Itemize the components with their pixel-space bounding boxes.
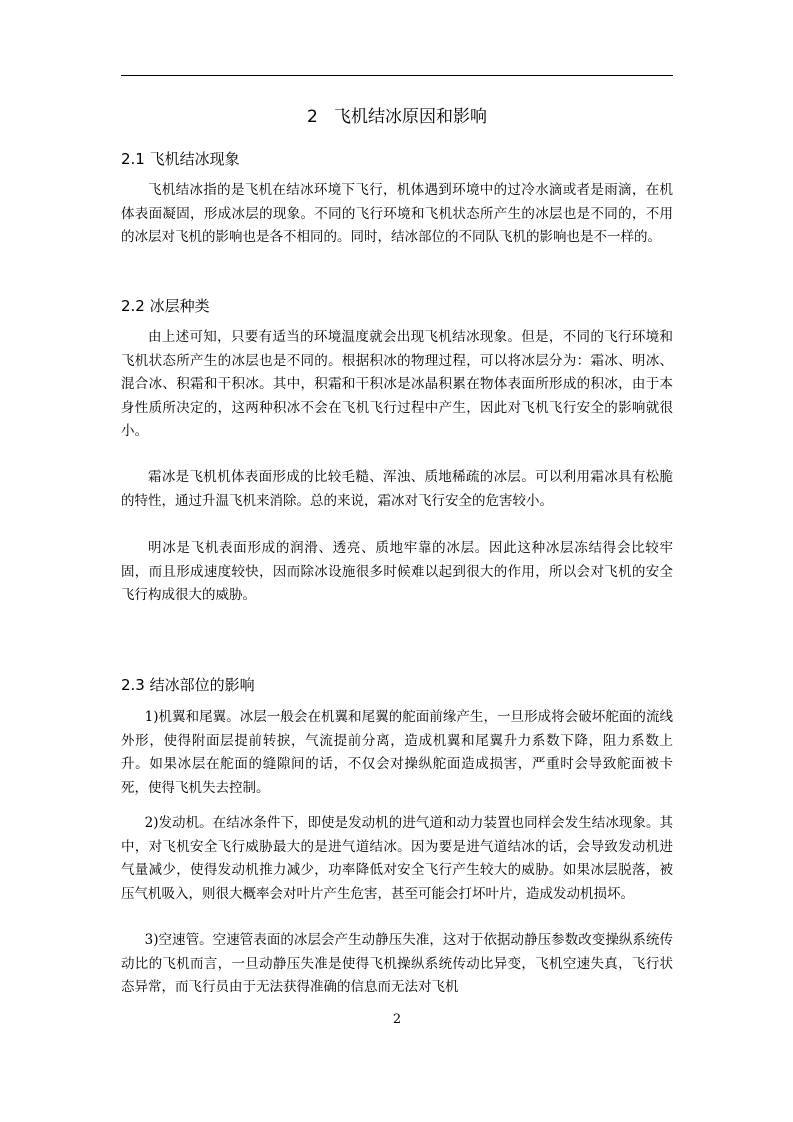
body-paragraph: 由上述可知，只要有适当的环境温度就会出现飞机结冰现象。但是，不同的飞行环境和飞机状态所产生的冰层也是不同的。根据积冰的物理过程，可以将冰层分为：霜冰、明冰、混合冰、积霜和干积冰。其中，积霜和干积冰是冰晶积累在物体表面所形成的积冰，由于本身性质所决定的，这两种积冰不会在飞机飞行过程中产生，因此对飞机飞行安全的影响就很小。 [121, 329, 673, 439]
body-paragraph: 霜冰是飞机机体表面形成的比较毛糙、浑浊、质地稀疏的冰层。可以利用霜冰具有松脆的特性，通过升温飞机来消除。总的来说，霜冰对飞行安全的危害较小。 [121, 469, 673, 509]
section-heading-2-1: 2.1 飞机结冰现象 [121, 150, 240, 168]
section-heading-2-2: 2.2 冰层种类 [121, 297, 210, 315]
list-item: 2)发动机。在结冰条件下，即使是发动机的进气道和动力装置也同样会发生结冰现象。其中，对飞机安全飞行威胁最大的是进气道结冰。因为要是进气道结冰的话，会导致发动机进气量减少，使得发动机推力减少，功率降低对安全飞行产生较大的威胁。如果冰层脱落，被压气机吸入，则很大概率会对叶片产生危害，甚至可能会打坏叶片，造成发动机损坏。 [121, 815, 673, 902]
body-paragraph: 明冰是飞机表面形成的润滑、透亮、质地牢靠的冰层。因此这种冰层冻结得会比较牢固，而且形成速度较快，因而除冰设施很多时候难以起到很大的作用，所以会对飞机的安全飞行构成很大的威胁。 [121, 540, 673, 603]
list-item: 1)机翼和尾翼。冰层一般会在机翼和尾翼的舵面前缘产生，一旦形成将会破坏舵面的流线外形，使得附面层提前转捩，气流提前分离，造成机翼和尾翼升力系数下降，阻力系数上升。如果冰层在舵面的缝隙间的话，不仅会对操纵舵面造成损害，严重时会导致舵面被卡死，使得飞机失去控制。 [121, 709, 673, 796]
page-number: 2 [392, 1012, 402, 1027]
section-heading-2-3: 2.3 结冰部位的影响 [121, 676, 255, 694]
header-rule [121, 75, 673, 76]
body-paragraph: 飞机结冰指的是飞机在结冰环境下飞行，机体遇到环境中的过冷水滴或者是雨滴，在机体表面凝固，形成冰层的现象。不同的飞行环境和飞机状态所产生的冰层也是不同的，不用的冰层对飞机的影响也是各不相同的。同时，结冰部位的不同队飞机的影响也是不一样的。 [121, 182, 673, 245]
list-item: 3)空速管。空速管表面的冰层会产生动静压失准，这对于依据动静压参数改变操纵系统传动比的飞机而言，一旦动静压失准是使得飞机操纵系统传动比异变，飞机空速失真，飞行状态异常，而飞行员由于无法获得准确的信息而无法对飞机 [121, 932, 673, 995]
chapter-title: 2 飞机结冰原因和影响 [306, 107, 488, 127]
